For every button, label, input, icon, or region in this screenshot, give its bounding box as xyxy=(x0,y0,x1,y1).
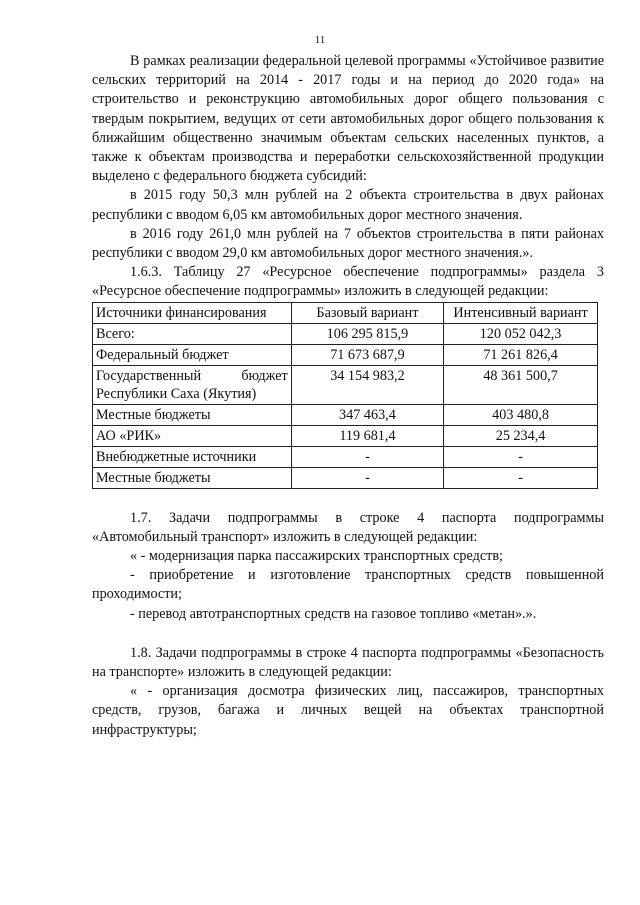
table-header-row xyxy=(93,302,598,323)
table-cell-source: Федеральный бюджет xyxy=(93,344,292,365)
table-cell-base: 347 463,4 xyxy=(291,404,443,425)
list-item: - приобретение и изготовление транспортных средств повышенной проходимости; xyxy=(92,567,604,603)
table-cell-base: - xyxy=(291,446,443,467)
paragraph-2016: в 2016 году 261,0 млн рублей на 7 объектов строительства в пяти районах республики с вводом 29,0 км автомобильных дорог местного значения.». xyxy=(92,225,604,262)
paragraph-program-funding: В рамках реализации федеральной целевой программы «Устойчивое развитие сельских территорий на 2014 - 2017 годы и на период до 2020 года» на строительство и реконструкцию автомобильных дорог общего пользования с твердым покрытием, ведущих от сети автомобильных дорог общего пользования к ближайшим общественно значимым объектам сельских населенных пунктов, а также к объектам производства и переработки сельскохозяйственной продукции выделено с федерального бюджета субсидий: xyxy=(92,53,604,185)
table-cell-base: 106 295 815,9 xyxy=(291,323,443,344)
table-header: Базовый вариант xyxy=(291,302,443,323)
paragraph-1-6-3: 1.6.3. Таблицу 27 «Ресурсное обеспечение подпрограммы» раздела 3 «Ресурсное обеспечение подпрограммы» изложить в следующей редакции: xyxy=(92,264,604,300)
paragraph-1-7: 1.7. Задачи подпрограммы в строке 4 паспорта подпрограммы «Автомобильный транспорт» изложить в следующей редакции: xyxy=(92,509,604,545)
table-row xyxy=(93,365,598,404)
table-cell-source: Внебюджетные источники xyxy=(93,446,292,467)
table-cell-base: 34 154 983,2 xyxy=(291,365,443,404)
table-row xyxy=(93,404,598,425)
table-cell-base: 71 673 687,9 xyxy=(291,344,443,365)
document-body xyxy=(92,52,604,740)
list-item: « - организация досмотра физических лиц, пассажиров, транспортных средств, грузов, багажа и личных вещей на объектах транспортной инфраструктуры; xyxy=(92,683,604,738)
table-cell-intensive: 71 261 826,4 xyxy=(444,344,598,365)
table-cell-source: Местные бюджеты xyxy=(93,404,292,425)
table-cell-intensive: 120 052 042,3 xyxy=(444,323,598,344)
table-cell-base: - xyxy=(291,467,443,488)
table-row xyxy=(93,425,598,446)
table-cell-source: АО «РИК» xyxy=(93,425,292,446)
paragraph-2015: в 2015 году 50,3 млн рублей на 2 объекта строительства в двух районах республики с вводом 6,05 км автомобильных дорог местного значения. xyxy=(92,187,604,223)
table-cell-intensive: 48 361 500,7 xyxy=(444,365,598,404)
table-row xyxy=(93,446,598,467)
table-cell-intensive: 403 480,8 xyxy=(444,404,598,425)
table-cell-intensive: - xyxy=(444,446,598,467)
table-header: Интенсивный вариант xyxy=(444,302,598,323)
paragraph-1-8: 1.8. Задачи подпрограммы в строке 4 паспорта подпрограммы «Безопасность на транспорте» изложить в следующей редакции: xyxy=(92,644,604,681)
table-cell-base: 119 681,4 xyxy=(291,425,443,446)
page-number: 11 xyxy=(314,34,326,46)
table-header: Источники финансирования xyxy=(93,302,292,323)
table-cell-intensive: 25 234,4 xyxy=(444,425,598,446)
table-row xyxy=(93,467,598,488)
table-cell-intensive: - xyxy=(444,467,598,488)
table-row xyxy=(93,344,598,365)
table-cell-source: Государственный бюджет Республики Саха (Якутия) xyxy=(93,365,292,404)
table-row xyxy=(93,323,598,344)
resource-table xyxy=(92,302,598,489)
table-cell-source: Всего: xyxy=(93,323,292,344)
table-cell-source: Местные бюджеты xyxy=(93,467,292,488)
list-item: « - модернизация парка пассажирских транспортных средств; xyxy=(130,548,503,565)
list-item: - перевод автотранспортных средств на газовое топливо «метан».». xyxy=(130,605,537,622)
